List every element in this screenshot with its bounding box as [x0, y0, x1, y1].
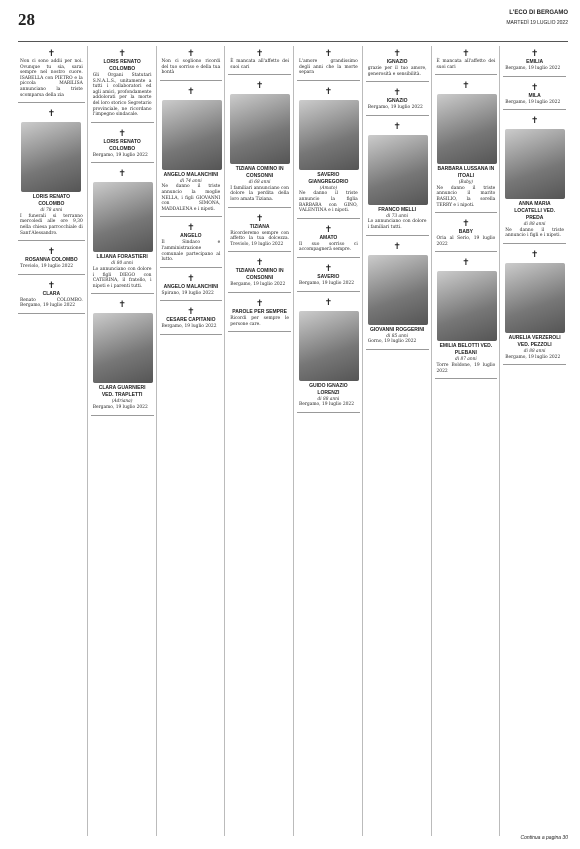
obituary-notice	[297, 222, 360, 258]
notice-text: Bergamo, 19 luglio 2022	[230, 282, 286, 288]
notice-text: Torre Boldone, 19 luglio 2022	[436, 362, 496, 374]
deceased-name: LORIS RENATO COLOMBO	[32, 194, 71, 208]
cross-icon: ✝	[530, 49, 539, 59]
deceased-name: GUIDO IGNAZIO LORENZI	[309, 382, 348, 396]
cross-icon: ✝	[393, 49, 401, 59]
cross-icon: ✝	[255, 298, 264, 309]
portrait-photo	[437, 94, 497, 164]
notice-text: Spirano, 19 luglio 2022	[161, 290, 214, 296]
cross-icon: ✝	[462, 219, 470, 230]
deceased-name: ANGELO MALANCHINI	[163, 171, 219, 178]
page-number: 28	[18, 10, 35, 29]
obituary-notice	[366, 46, 429, 82]
age-note: di 74 anni	[179, 178, 202, 184]
deceased-name: MILA	[528, 92, 541, 99]
obituary-column	[431, 46, 498, 836]
portrait-photo	[437, 271, 497, 341]
portrait-photo	[505, 263, 565, 333]
notice-text: È mancata all'affetto dei suoi cari	[230, 59, 289, 70]
obituary-notice	[91, 166, 154, 294]
notice-text: Il suo sorriso ci accompagnerà sempre.	[299, 241, 358, 253]
portrait-photo	[230, 94, 290, 164]
obituary-notice	[18, 46, 85, 103]
deceased-name: TIZIANA COMINO IN CONSONNI	[235, 268, 284, 282]
cross-icon: ✝	[530, 249, 539, 260]
age-note: di 88 anni	[523, 348, 546, 354]
notice-text: Non ci sogliono ricordi del tuo sorriso e della tua bontà	[161, 59, 221, 76]
obituary-column	[499, 46, 566, 836]
continue-note: Continua a pagina 30	[520, 835, 568, 841]
notice-text: Oria al Serio, 19 luglio 2022	[436, 236, 496, 247]
cross-icon: ✝	[118, 169, 126, 180]
page-header	[18, 6, 568, 42]
portrait-photo	[93, 182, 153, 252]
notice-text: Gorno, 19 luglio 2022	[367, 339, 417, 345]
obituary-notice	[435, 46, 498, 75]
obituary-notice	[297, 84, 360, 219]
cross-icon: ✝	[530, 116, 539, 127]
deceased-name: LILIANA FORASTIERI	[96, 254, 148, 261]
notice-text: Lo annunciano con dolore i figli DIEGO con CATERINA, il fratello, i nipoti e i parenti tutti.	[92, 266, 152, 289]
notice-text: Bergamo, 19 luglio 2022	[299, 280, 354, 286]
notice-text: L'amore grandissimo degli anni che la morte separa	[299, 59, 358, 76]
notice-text: Ricorderemo sempre con affetto la tua dolcezza. Treviolo, 19 luglio 2022	[230, 230, 289, 247]
cross-icon: ✝	[324, 86, 333, 97]
obituary-notice	[435, 78, 498, 213]
notice-text: Treviolo, 19 luglio 2022	[20, 264, 74, 270]
obituary-notice	[503, 247, 566, 365]
age-note: di 87 anni	[454, 357, 477, 363]
cross-icon: ✝	[393, 121, 401, 132]
cross-icon: ✝	[393, 88, 401, 99]
notice-text: Renato COLOMBO. Bergamo, 19 luglio 2022	[20, 297, 83, 309]
obituary-notice	[435, 216, 498, 252]
cross-icon: ✝	[118, 49, 126, 59]
age-note: di 78 anni	[40, 208, 63, 214]
notice-text: Gli Organi Statutari S.N.A.L.S., unitamente a tutti i collaboratori ed agli amici, profondamente addolorati per la morte del loro storico Segretario provinciale, ne ricordano l'impegno sindacale.	[92, 73, 152, 118]
cross-icon: ✝	[255, 258, 264, 269]
deceased-name: EMILIA BELOTTI VED. PLEBANI	[439, 343, 493, 357]
deceased-name: ANGELO	[180, 233, 202, 240]
obituary-notice	[503, 113, 566, 244]
obituary-notice	[297, 261, 360, 292]
age-note: di 73 anni	[386, 213, 409, 219]
notice-text: Bergamo, 19 luglio 2022	[505, 66, 561, 71]
obituary-notice	[366, 239, 429, 350]
cross-icon: ✝	[47, 49, 56, 59]
obituary-column	[224, 46, 291, 836]
notice-text: Bergamo, 19 luglio 2022	[299, 402, 354, 408]
obituary-columns	[18, 46, 568, 836]
cross-icon: ✝	[324, 297, 333, 308]
obituary-notice	[160, 46, 223, 81]
cross-icon: ✝	[462, 49, 470, 59]
cross-icon: ✝	[47, 109, 56, 120]
cross-icon: ✝	[187, 307, 195, 318]
deceased-name: CLARA GUARNIERI VED. TRAPLETTI	[98, 385, 146, 399]
age-note: di 80 anni	[111, 261, 134, 267]
portrait-photo	[299, 100, 359, 170]
deceased-name: LORIS RENATO COLOMBO	[103, 138, 141, 152]
deceased-name: IGNAZIO	[386, 59, 408, 65]
cross-icon: ✝	[255, 81, 264, 92]
cross-icon: ✝	[324, 224, 333, 235]
obituary-notice	[18, 106, 85, 241]
obituary-notice	[228, 255, 291, 293]
notice-text: Bergamo, 19 luglio 2022	[92, 152, 148, 158]
age-note: di 85 anni	[386, 333, 409, 339]
deceased-name: BARBARA LUSSANA IN ITOALI	[437, 166, 495, 180]
obituary-notice	[91, 297, 154, 415]
cross-icon: ✝	[187, 273, 195, 284]
obituary-notice	[366, 119, 429, 236]
deceased-name: LORIS RENATO COLOMBO	[103, 59, 141, 72]
notice-text: I funerali si terranno mercoledì alle ore 9,30 nella chiesa parrocchiale di Sant'Alessandro.	[20, 213, 83, 236]
age-note: di 68 anni	[248, 180, 271, 186]
cross-icon: ✝	[187, 86, 195, 97]
deceased-name: SAVERIO GIANGREGORIO	[308, 171, 349, 185]
obituary-column	[156, 46, 223, 836]
age-note: (Adriana)	[111, 399, 133, 405]
deceased-name: TIZIANA COMINO IN CONSONNI	[235, 166, 284, 180]
notice-text: Lo annunciano con dolore i familiari tutti.	[367, 219, 427, 230]
notice-text: Ne danno il triste annuncio la moglie NELLA, i figli GIOVANNI con SIMONA, MADDALENA e i nipoti.	[161, 184, 221, 212]
deceased-name: FRANCO MELLI	[378, 206, 417, 213]
obituary-notice	[297, 46, 360, 81]
portrait-photo	[162, 100, 222, 170]
cross-icon: ✝	[47, 247, 56, 258]
cross-icon: ✝	[187, 49, 195, 59]
notice-text: Bergamo, 19 luglio 2022	[505, 99, 561, 105]
obituary-notice	[18, 278, 85, 314]
notice-text: Ne danno il triste annuncio la figlia BARBARA con GINO, VALENTINA e i nipoti.	[299, 191, 358, 214]
obituary-column	[87, 46, 154, 836]
obituary-notice	[228, 296, 291, 332]
age-note: di 88 anni	[317, 396, 340, 402]
deceased-name: AURELIA VERZEROLI VED. PEZZOLI	[508, 334, 561, 348]
cross-icon: ✝	[255, 49, 264, 59]
obituary-notice	[160, 271, 223, 302]
notice-text: Bergamo, 19 luglio 2022	[367, 105, 423, 111]
obituary-notice	[160, 84, 223, 218]
notice-text: Ricordi per sempre le persone care.	[230, 315, 289, 327]
obituary-column	[293, 46, 360, 836]
deceased-name: TIZIANA	[249, 223, 270, 230]
deceased-name: AMATO	[319, 234, 338, 241]
obituary-notice	[503, 46, 566, 77]
notice-text: Il Sindaco e l'amministrazione comunale partecipano al lutto.	[161, 240, 221, 263]
obituary-notice	[228, 78, 291, 207]
issue-date: MARTEDÌ 19 LUGLIO 2022	[506, 20, 568, 26]
deceased-name: PAROLE PER SEMPRE	[232, 308, 287, 315]
age-note: (Baby)	[458, 180, 473, 186]
deceased-name: SAVERIO	[317, 273, 340, 280]
cross-icon: ✝	[255, 213, 264, 224]
deceased-name: BABY	[458, 229, 473, 236]
notice-text: Ne danno il triste annuncio i figli e i nipoti.	[505, 227, 564, 239]
obituary-column	[362, 46, 429, 836]
cross-icon: ✝	[462, 258, 470, 269]
portrait-photo	[21, 122, 81, 192]
cross-icon: ✝	[324, 49, 333, 59]
notice-text: grazie per il tuo amore, generosità e sensibilità.	[367, 66, 427, 77]
cross-icon: ✝	[324, 263, 333, 274]
deceased-name: ANGELO MALANCHINI	[163, 283, 219, 290]
obituary-notice	[228, 211, 291, 253]
deceased-name: IGNAZIO	[386, 98, 408, 105]
cross-icon: ✝	[118, 300, 126, 311]
notice-text: Ne danno il triste annuncio il marito BASILIO, la sorella TERRY e i nipoti.	[436, 185, 496, 208]
age-note: di 88 anni	[523, 222, 546, 228]
notice-text: I familiari annunciano con dolore la perdita della loro amata Tiziana.	[230, 185, 289, 202]
obituary-notice	[366, 85, 429, 116]
deceased-name: ANNA MARIA LOCATELLI VED. PREDA	[514, 201, 555, 222]
obituary-notice	[228, 46, 291, 75]
notice-text: Bergamo, 19 luglio 2022	[161, 324, 217, 330]
obituary-notice	[297, 295, 360, 413]
cross-icon: ✝	[187, 223, 195, 234]
obituary-column	[18, 46, 85, 836]
portrait-photo	[368, 135, 428, 205]
portrait-photo	[368, 255, 428, 325]
portrait-photo	[93, 313, 153, 383]
age-note: (Amato)	[319, 185, 338, 191]
notice-text: Bergamo, 19 luglio 2022	[505, 354, 561, 360]
obituary-notice	[91, 46, 154, 123]
newspaper-name: L'ECO DI BERGAMO	[509, 10, 568, 16]
cross-icon: ✝	[530, 82, 539, 93]
obituary-notice	[503, 80, 566, 111]
cross-icon: ✝	[462, 81, 470, 92]
cross-icon: ✝	[47, 280, 56, 291]
notice-text: Bergamo, 19 luglio 2022	[92, 404, 148, 410]
notice-text: È mancata all'affetto dei suoi cari	[436, 59, 496, 70]
deceased-name: ROSANNA COLOMBO	[25, 257, 78, 264]
obituary-notice	[435, 255, 498, 379]
deceased-name: GIOVANNI ROGGERINI	[369, 326, 425, 333]
deceased-name: EMILIA	[526, 59, 544, 65]
obituary-notice	[160, 220, 223, 267]
deceased-name: CLARA	[42, 290, 61, 297]
obituary-notice	[91, 126, 154, 164]
obituary-notice	[18, 244, 85, 275]
notice-text: Non ci sono addii per noi. Ovunque tu sia, sarai sempre nel nostro cuore. ISABELLA con PIETRO e la piccola MARILISA annunciano la triste scomparsa della zia	[20, 59, 83, 98]
deceased-name: CESARE CAPITANIO	[166, 317, 216, 324]
obituary-notice	[160, 304, 223, 335]
cross-icon: ✝	[393, 241, 401, 252]
portrait-photo	[299, 311, 359, 381]
cross-icon: ✝	[118, 128, 126, 139]
portrait-photo	[505, 129, 565, 199]
